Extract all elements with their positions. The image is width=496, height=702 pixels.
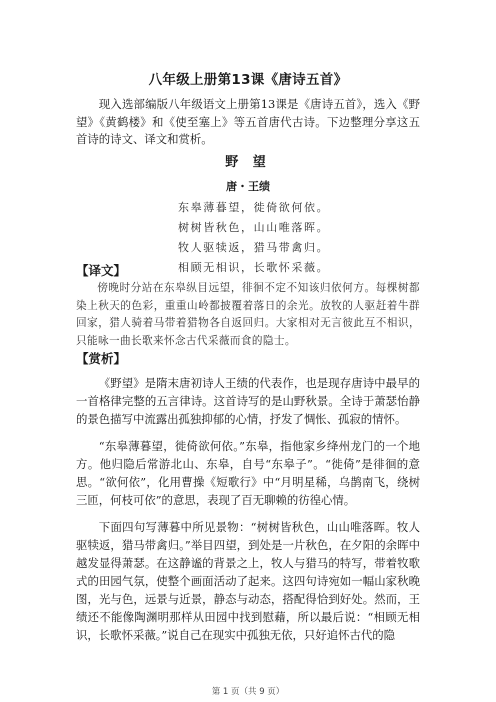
poem-author: 唐・王绩	[226, 180, 270, 193]
translation-text: 傍晚时分站在东皋纵目远望，徘徊不定不知该归依何方。每棵树都染上秋天的色彩，重重山岭都披覆着落日的余光。放牧的人驱赶着牛群回家，猎人骑着马带着猎物各自返回归。大家相对无言彼此互不相识，只能咏一曲长歌来怀念古代采薇而食的隐士。	[76, 282, 420, 347]
poem-line: 牧人驱犊返，猎马带禽归。	[178, 241, 330, 254]
appreciation-paragraph: 下面四句写薄暮中所见景物：“树树皆秋色，山山唯落晖。牧人驱犊返，猎马带禽归。”举目四望，到处是一片秋色，在夕阳的余晖中越发显得萧瑟。在这静谧的背景之上，牧人与猎马的特写，带着牧歌式的田园气氛，使整个画面活动了起来。这四句诗宛如一幅山家秋晚图，光与色，远景与近景，静态与动态，搭配得恰到好处。然而，王绩还不能像陶渊明那样从田园中找到慰藉，所以最后说：“相顾无相识，长歌怀采薇。”说自己在现实中孤独无依，只好追怀古代的隐	[76, 520, 420, 642]
page-footer: 第 1 页（共 9 页）	[211, 687, 285, 697]
appreciation-paragraph: “东皋薄暮望，徙倚欲何依。”东皋，指他家乡绛州龙门的一个地方。他归隐后常游北山、东皋，自号“东皋子”。“徙倚”是徘徊的意思。“欲何依”，化用曹操《短歌行》中“月明星稀，乌鹊南飞，绕树三匝，何枝可依”的意思，表现了百无聊赖的彷徨心情。	[76, 439, 420, 507]
poem-line: 东皋薄暮望，徙倚欲何依。	[178, 201, 330, 214]
appreciation-heading: 【赏析】	[76, 351, 127, 366]
document-title: 八年级上册第13课《唐诗五首》	[148, 72, 348, 88]
intro-paragraph: 现入选部编版八年级语文上册第13课是《唐诗五首》，选入《野望》《黄鹤楼》和《使至塞上》等五首唐代古诗。下边整理分享这五首诗的诗文、译文和赏析。	[76, 97, 420, 147]
appreciation-paragraph: 《野望》是隋末唐初诗人王绩的代表作，也是现存唐诗中最早的一首格律完整的五言律诗。这首诗写的是山野秋景。全诗于萧瑟怡静的景色描写中流露出孤独抑郁的心情，抒发了惆怅、孤寂的情怀。	[76, 376, 420, 426]
poem-line: 树树皆秋色，山山唯落晖。	[178, 221, 330, 234]
poem-line: 相顾无相识，长歌怀采薇。	[178, 261, 330, 274]
translation-heading: 【译文】	[76, 263, 127, 278]
poem-title: 野 望	[225, 155, 271, 170]
